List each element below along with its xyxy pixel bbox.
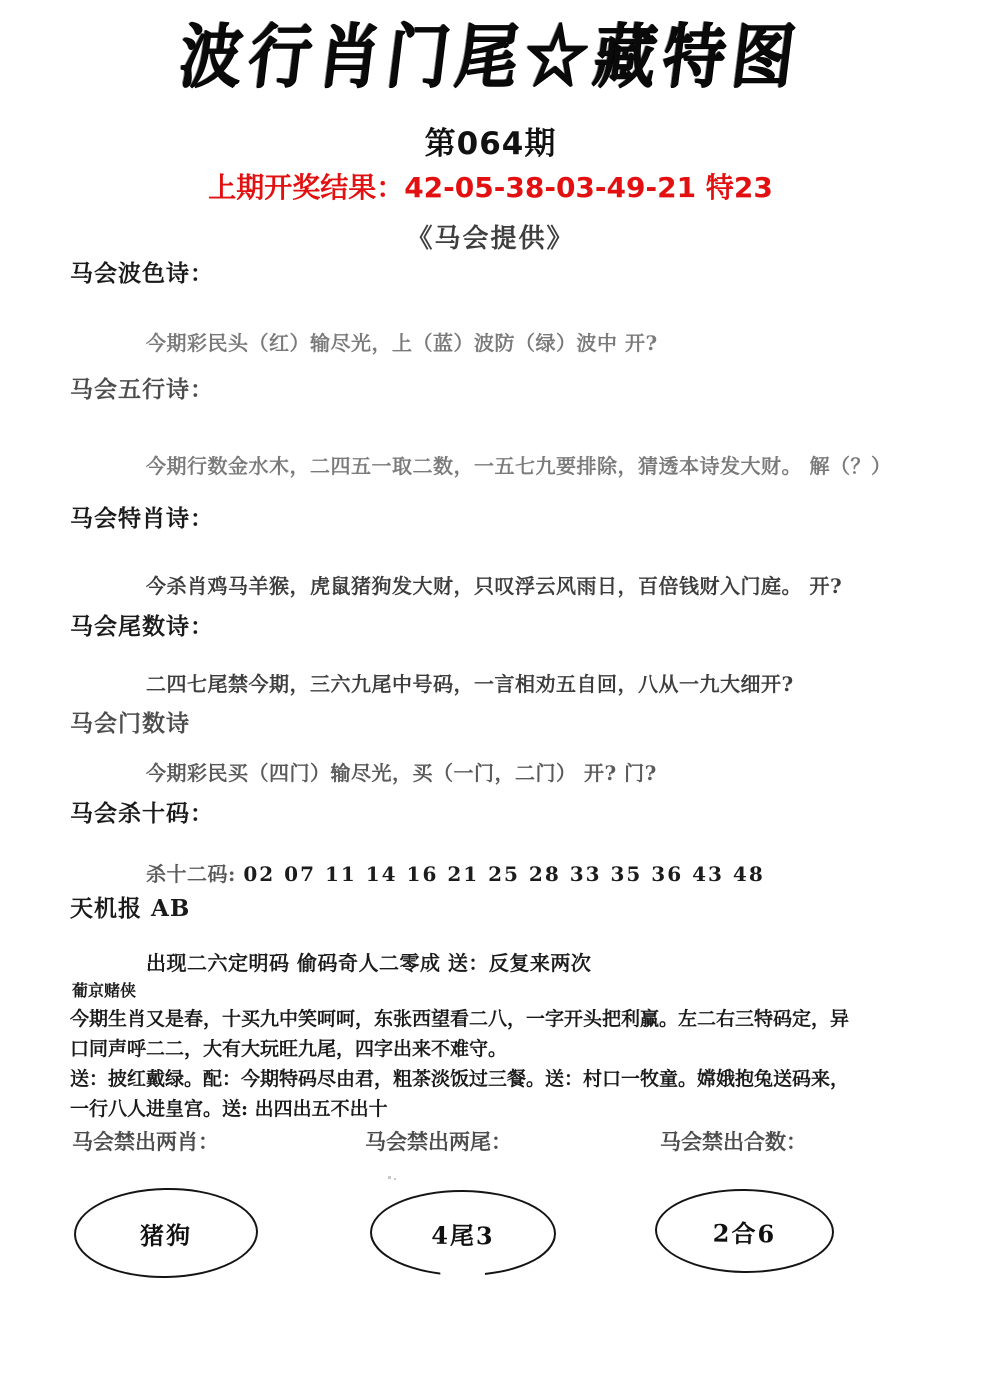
section-line-bose: 今期彩民头（红）输尽光，上（蓝）波防（绿）波中 开? (146, 331, 658, 355)
section-line-weishu: 二四七尾禁今期，三六九尾中号码，一言相劝五自回，八从一九大细开? (146, 672, 794, 696)
provider-label: 《马会提供》 (406, 224, 575, 254)
masthead (0, 15, 981, 98)
scan-speck (394, 1178, 396, 1180)
section-line-wuxing: 今期行数金水木，二四五一取二数，一五七九要排除，猜透本诗发大财。 解（？） (146, 454, 892, 478)
section-heading-menshu: 马会门数诗 (70, 710, 190, 737)
section-heading-bose: 马会波色诗： (70, 260, 214, 287)
section-heading-weishu: 马会尾数诗： (70, 613, 214, 640)
forbidden-value-tail-oval (370, 1189, 557, 1277)
bottom-line-3: 送：披红戴绿。配：今期特码尽由君，粗茶淡饭过三餐。送：村口一牧童。嫦娥抱兔送码来， (70, 1068, 850, 1090)
previous-draw-result: 上期开奖结果：42-05-38-03-49-21 特23 (208, 171, 773, 204)
page-title: 波行肖门尾☆藏特图 (175, 15, 807, 98)
section-heading-texiao: 马会特肖诗： (70, 505, 214, 532)
forbidden-value-sum: 2合6 (712, 1218, 777, 1248)
section-line-texiao: 今杀肖鸡马羊猴，虎鼠猪狗发大财，只叹浮云风雨日，百倍钱财入门庭。 开? (146, 574, 843, 598)
forbidden-heading-tail: 马会禁出两尾： (365, 1129, 512, 1154)
forbidden-heading-sum: 马会禁出合数： (660, 1129, 807, 1154)
section-line-menshu: 今期彩民买（四门）输尽光，买（一门，二门） 开? 门? (146, 761, 657, 785)
section-heading-shashima: 马会杀十码： (70, 800, 214, 827)
section-heading-tianjibao: 天机报 AB (70, 895, 191, 922)
section-heading-wuxing: 马会五行诗： (70, 376, 214, 403)
bottom-line-2: 口同声呼二二，大有大玩旺九尾，四字出来不难守。 (70, 1038, 508, 1060)
section-line-shashima (146, 858, 765, 887)
bottom-source-label: 葡京赌侠 (72, 981, 137, 1000)
forbidden-value-zodiac: 猪狗 (139, 1220, 193, 1250)
section-line-tianjibao: 出现二六定明码 偷码奇人二零成 送：反复来两次 (146, 951, 592, 975)
forbidden-value-sum-oval (654, 1188, 834, 1274)
forbidden-value-zodiac-oval (73, 1186, 259, 1279)
forbidden-heading-zodiac: 马会禁出两肖： (72, 1129, 219, 1154)
scan-speck (388, 1176, 391, 1179)
issue-number: 第064期 (424, 126, 557, 162)
kill-codes-label: 杀十二码: (146, 862, 236, 886)
kill-codes-numbers: 02 07 11 14 16 21 25 28 33 35 36 43 48 (243, 862, 765, 886)
bottom-line-4: 一行八人进皇宫。送: 出四出五不出十 (70, 1098, 388, 1120)
bottom-line-1: 今期生肖又是春，十买九中笑呵呵，东张西望看二八，一字开头把利赢。左二右三特码定，异 (70, 1008, 850, 1030)
forbidden-value-tail: 4尾3 (431, 1220, 495, 1250)
